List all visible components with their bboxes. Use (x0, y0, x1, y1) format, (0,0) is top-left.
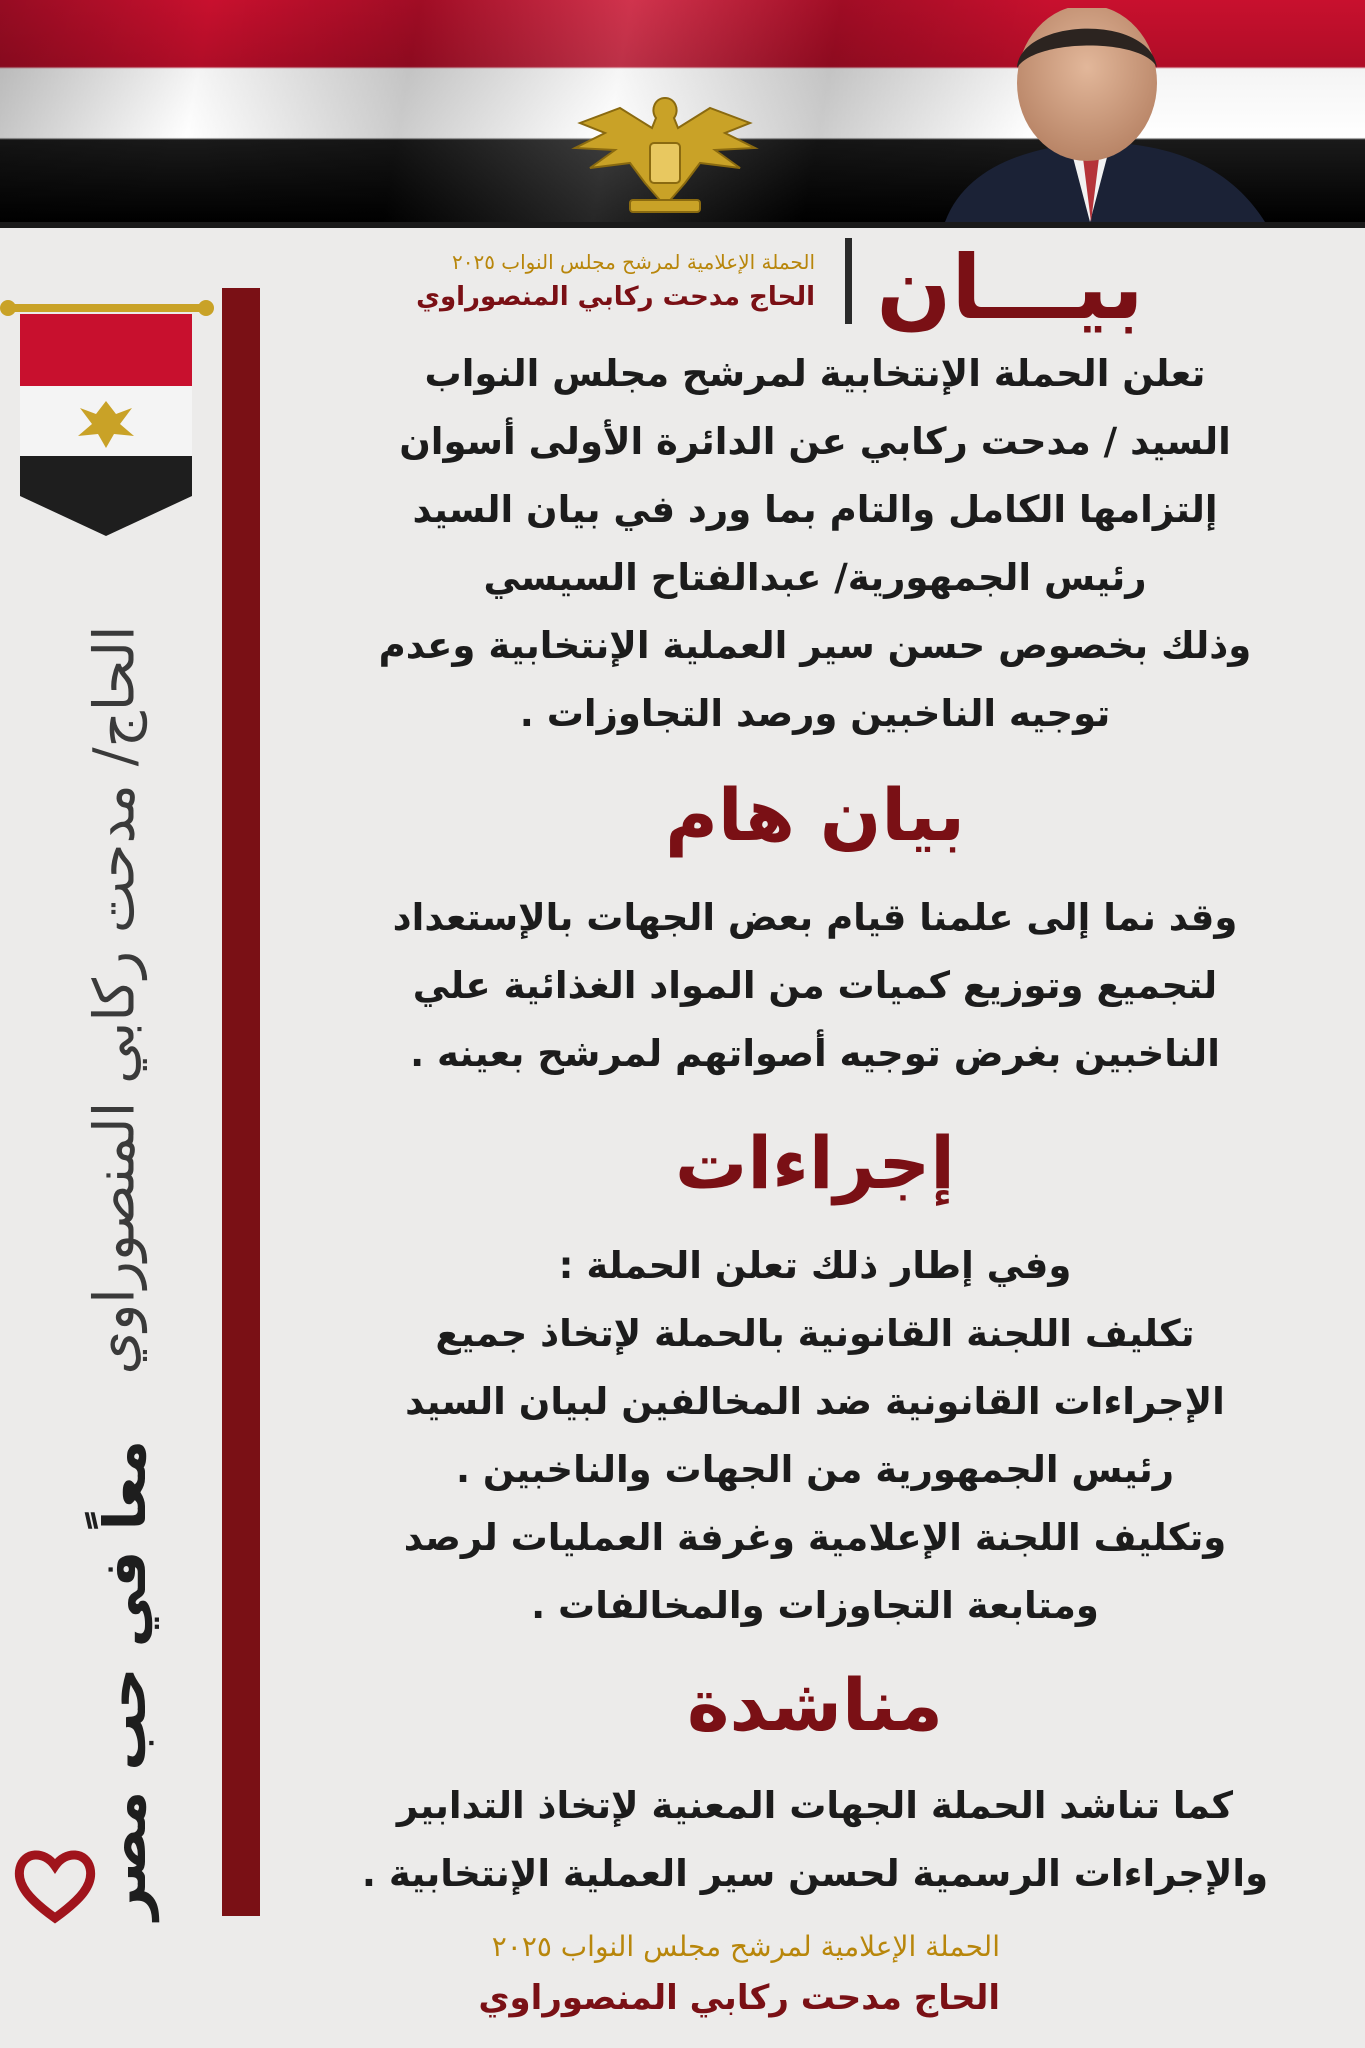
egypt-flag-pennant (0, 296, 215, 546)
intro-line: إلتزامها الكامل والتام بما ورد في بيان السيد (412, 488, 1218, 531)
actions-line: وفي إطار ذلك تعلن الحملة : (558, 1244, 1072, 1287)
important-line: الناخبين بغرض توجيه أصواتهم لمرشح بعينه . (410, 1032, 1220, 1075)
important-title: بيان هام (665, 773, 965, 857)
actions-title: إجراءات (675, 1121, 955, 1205)
statement-title: بيـــان (876, 236, 1144, 339)
heart-icon (10, 1840, 100, 1930)
intro-line: السيد / مدحت ركابي عن الدائرة الأولى أسوان (399, 420, 1231, 463)
important-line: وقد نما إلى علمنا قيام بعض الجهات بالإستعداد (392, 896, 1238, 939)
appeal-line: والإجراءات الرسمية لحسن سير العملية الإنتخابية . (361, 1852, 1269, 1895)
slogan-text: معاً في حب مصر (91, 1439, 159, 1921)
intro-line: توجيه الناخبين ورصد التجاوزات . (519, 692, 1111, 735)
actions-line: ومتابعة التجاوزات والمخالفات . (531, 1584, 1099, 1627)
vertical-accent-bar (222, 288, 260, 1916)
important-line: لتجميع وتوزيع كميات من المواد الغذائية علي (412, 964, 1218, 1007)
flag-banner (0, 0, 1365, 222)
appeal-title: مناشدة (687, 1663, 943, 1747)
header-candidate-name: الحاج مدحت ركابي المنصوراوي (416, 282, 815, 312)
footer-candidate-name: الحاج مدحت ركابي المنصوراوي (478, 1978, 1000, 2018)
intro-line: رئيس الجمهورية/ عبدالفتاح السيسي (483, 556, 1147, 599)
appeal-line: كما تناشد الحملة الجهات المعنية لإتخاذ التدابير (396, 1784, 1234, 1827)
appeal-paragraph (330, 1772, 1300, 1908)
important-paragraph (330, 884, 1300, 1088)
vertical-slogan (80, 1439, 170, 1921)
intro-line: وذلك بخصوص حسن سير العملية الإنتخابية وعدم (378, 624, 1252, 667)
footer-campaign-label: الحملة الإعلامية لمرشح مجلس النواب ٢٠٢٥ (491, 1930, 1000, 1963)
actions-line: الإجراءات القانونية ضد المخالفين لبيان السيد (405, 1380, 1225, 1423)
intro-paragraph (330, 340, 1300, 748)
candidate-portrait-figure (825, 8, 1345, 222)
actions-line: تكليف اللجنة القانونية بالحملة لإتخاذ جميع (435, 1312, 1195, 1355)
vertical-signature (40, 540, 190, 1460)
header-campaign-label: الحملة الإعلامية لمرشح مجلس النواب ٢٠٢٥ (451, 250, 815, 274)
banner-bottom-edge (0, 222, 1365, 228)
actions-line: رئيس الجمهورية من الجهات والناخبين . (455, 1448, 1175, 1491)
signature-text: الحاج/ مدحت ركابي المنصوراوي (82, 625, 148, 1375)
actions-line: وتكليف اللجنة الإعلامية وغرفة العمليات لرصد (403, 1516, 1227, 1559)
eagle-of-saladin-emblem (560, 88, 770, 218)
intro-line: تعلن الحملة الإنتخابية لمرشح مجلس النواب (424, 352, 1206, 395)
actions-paragraph (330, 1232, 1300, 1640)
header-divider (845, 238, 852, 324)
